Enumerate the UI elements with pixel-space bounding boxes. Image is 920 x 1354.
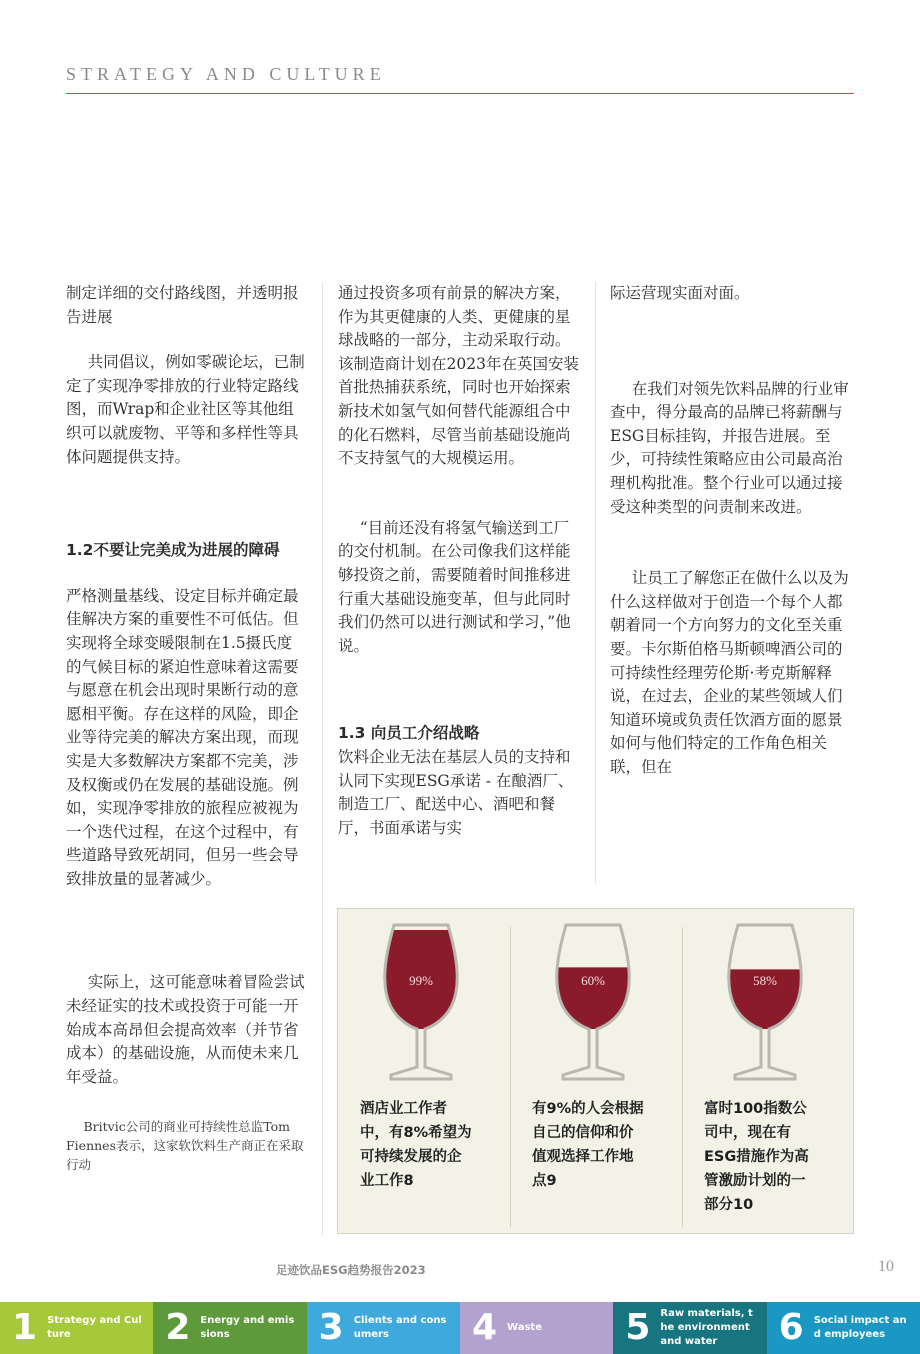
nav-number: 5 xyxy=(625,1307,651,1348)
stat-percent: 58% xyxy=(753,973,777,988)
column-divider xyxy=(322,282,323,1236)
chapter-nav xyxy=(0,1302,920,1354)
nav-number: 4 xyxy=(471,1307,498,1348)
nav-label: Social impact and employees xyxy=(813,1315,907,1340)
paragraph: 严格测量基线、设定目标并确定最佳解决方案的重要性不可低估。但实现将全球变暖限制在1.5摄氏度的气候目标的紧迫性意味着这需要与愿意在机会出现时果断行动的意愿相平衡。存在这样的风险，即企业等待完美的解决方案出现，而现实是大多数解决方案都不完美，涉及权衡或仍在发展的基础设施。例如，实现净零排放的旅程应被视为一个迭代过程，在这个过程中，有些道路导致死胡同，但另一些会导致排放量的显著减少。 xyxy=(66,586,299,888)
quote-caption: Britvic公司的商业可持续性总监Tom Fiennes表示，这家软饮料生产商正在采取行动 xyxy=(66,1119,304,1173)
heading-1-2: 1.2不要让完美成为进展的障碍 xyxy=(66,541,280,560)
wine-glass-icon xyxy=(720,923,810,1083)
nav-number: 1 xyxy=(12,1307,38,1348)
column-divider xyxy=(595,282,596,884)
stat-percent: 99% xyxy=(409,973,433,988)
nav-label: Strategy and Culture xyxy=(47,1315,142,1340)
report-title: 足迹饮品ESG趋势报告2023 xyxy=(276,1263,426,1277)
stats-infographic xyxy=(337,908,854,1234)
nav-tab-raw-materials[interactable] xyxy=(613,1302,766,1354)
stat-card xyxy=(338,909,510,1233)
text-column-1 xyxy=(66,282,306,1174)
stat-text: 富时100指数公司中，现在有ESG措施作为高管激励计划的一部分10 xyxy=(704,1101,809,1213)
nav-label: Waste xyxy=(507,1322,542,1333)
paragraph: 在我们对领先饮料品牌的行业审查中，得分最高的品牌已将薪酬与ESG目标挂钩，并报告进展。至少，可持续性策略应由公司最高治理机构批准。整个行业可以通过接受这种类型的问责制来改进。 xyxy=(610,379,849,516)
section-title: STRATEGY AND CULTURE xyxy=(66,64,386,84)
text-column-2 xyxy=(338,282,582,840)
paragraph: 制定详细的交付路线图，并透明报告进展 xyxy=(66,284,299,326)
nav-label: Raw materials, the environment and water xyxy=(660,1308,753,1347)
paragraph: 让员工了解您正在做什么以及为什么这样做对于创造一个每个人都朝着同一个方向努力的文化至关重要。卡尔斯伯格马斯顿啤酒公司的可持续性经理劳伦斯·考克斯解释说，在过去，企业的某些领域人们知道环境或负责任饮酒方面的愿景如何与他们特定的工作角色相关联，但在 xyxy=(610,569,849,776)
nav-tab-energy[interactable] xyxy=(153,1302,306,1354)
nav-tab-waste[interactable] xyxy=(460,1302,613,1354)
nav-label: Clients and consumers xyxy=(353,1315,447,1340)
text-column-3 xyxy=(610,282,854,780)
nav-tab-clients[interactable] xyxy=(307,1302,460,1354)
heading-1-3: 1.3 向员工介绍战略 xyxy=(338,724,480,743)
nav-tab-social[interactable] xyxy=(767,1302,920,1354)
paragraph: 际运营现实面对面。 xyxy=(610,284,750,302)
paragraph: 实际上，这可能意味着冒险尝试未经证实的技术或投资于可能一开始成本高昂但会提高效率（并节省成本）的基础设施，从而使未来几年受益。 xyxy=(66,973,305,1086)
wine-glass-icon xyxy=(548,923,638,1083)
header-rule xyxy=(66,93,854,94)
stat-card xyxy=(682,909,854,1233)
stat-percent: 60% xyxy=(581,973,605,988)
stat-text: 酒店业工作者中，有8%希望为可持续发展的企业工作8 xyxy=(360,1101,472,1189)
nav-number: 2 xyxy=(165,1307,191,1348)
quote-paragraph: “目前还没有将氢气输送到工厂的交付机制。在公司像我们这样能够投资之前，需要随着时间推移进行重大基础设施变革，但与此同时我们仍然可以进行测试和学习，”他说。 xyxy=(338,518,571,655)
wine-glass-icon xyxy=(376,923,466,1083)
nav-tab-strategy[interactable] xyxy=(0,1302,153,1354)
paragraph: 饮料企业无法在基层人员的支持和认同下实现ESG承诺 - 在酿酒厂、制造工厂、配送中心、酒吧和餐厅，书面承诺与实 xyxy=(338,747,574,837)
stat-card xyxy=(510,909,682,1233)
paragraph: 共同倡议，例如零碳论坛，已制定了实现净零排放的行业特定路线图，而Wrap和企业社区等其他组织可以就废物、平等和多样性等具体问题提供支持。 xyxy=(66,353,305,466)
nav-label: Energy and emissions xyxy=(200,1315,295,1340)
nav-number: 3 xyxy=(318,1307,344,1348)
paragraph: 通过投资多项有前景的解决方案，作为其更健康的人类、更健康的星球战略的一部分，主动采取行动。该制造商计划在2023年在英国安装首批热捕获系统，同时也开始探索新技术如氢气如何替代能源组合中的化石燃料，尽管当前基础设施尚不支持氢气的大规模运用。 xyxy=(338,284,579,468)
stat-text: 有9%的人会根据自己的信仰和价值观选择工作地点9 xyxy=(532,1101,644,1189)
page-number: 10 xyxy=(878,1258,894,1275)
nav-number: 6 xyxy=(778,1307,804,1348)
